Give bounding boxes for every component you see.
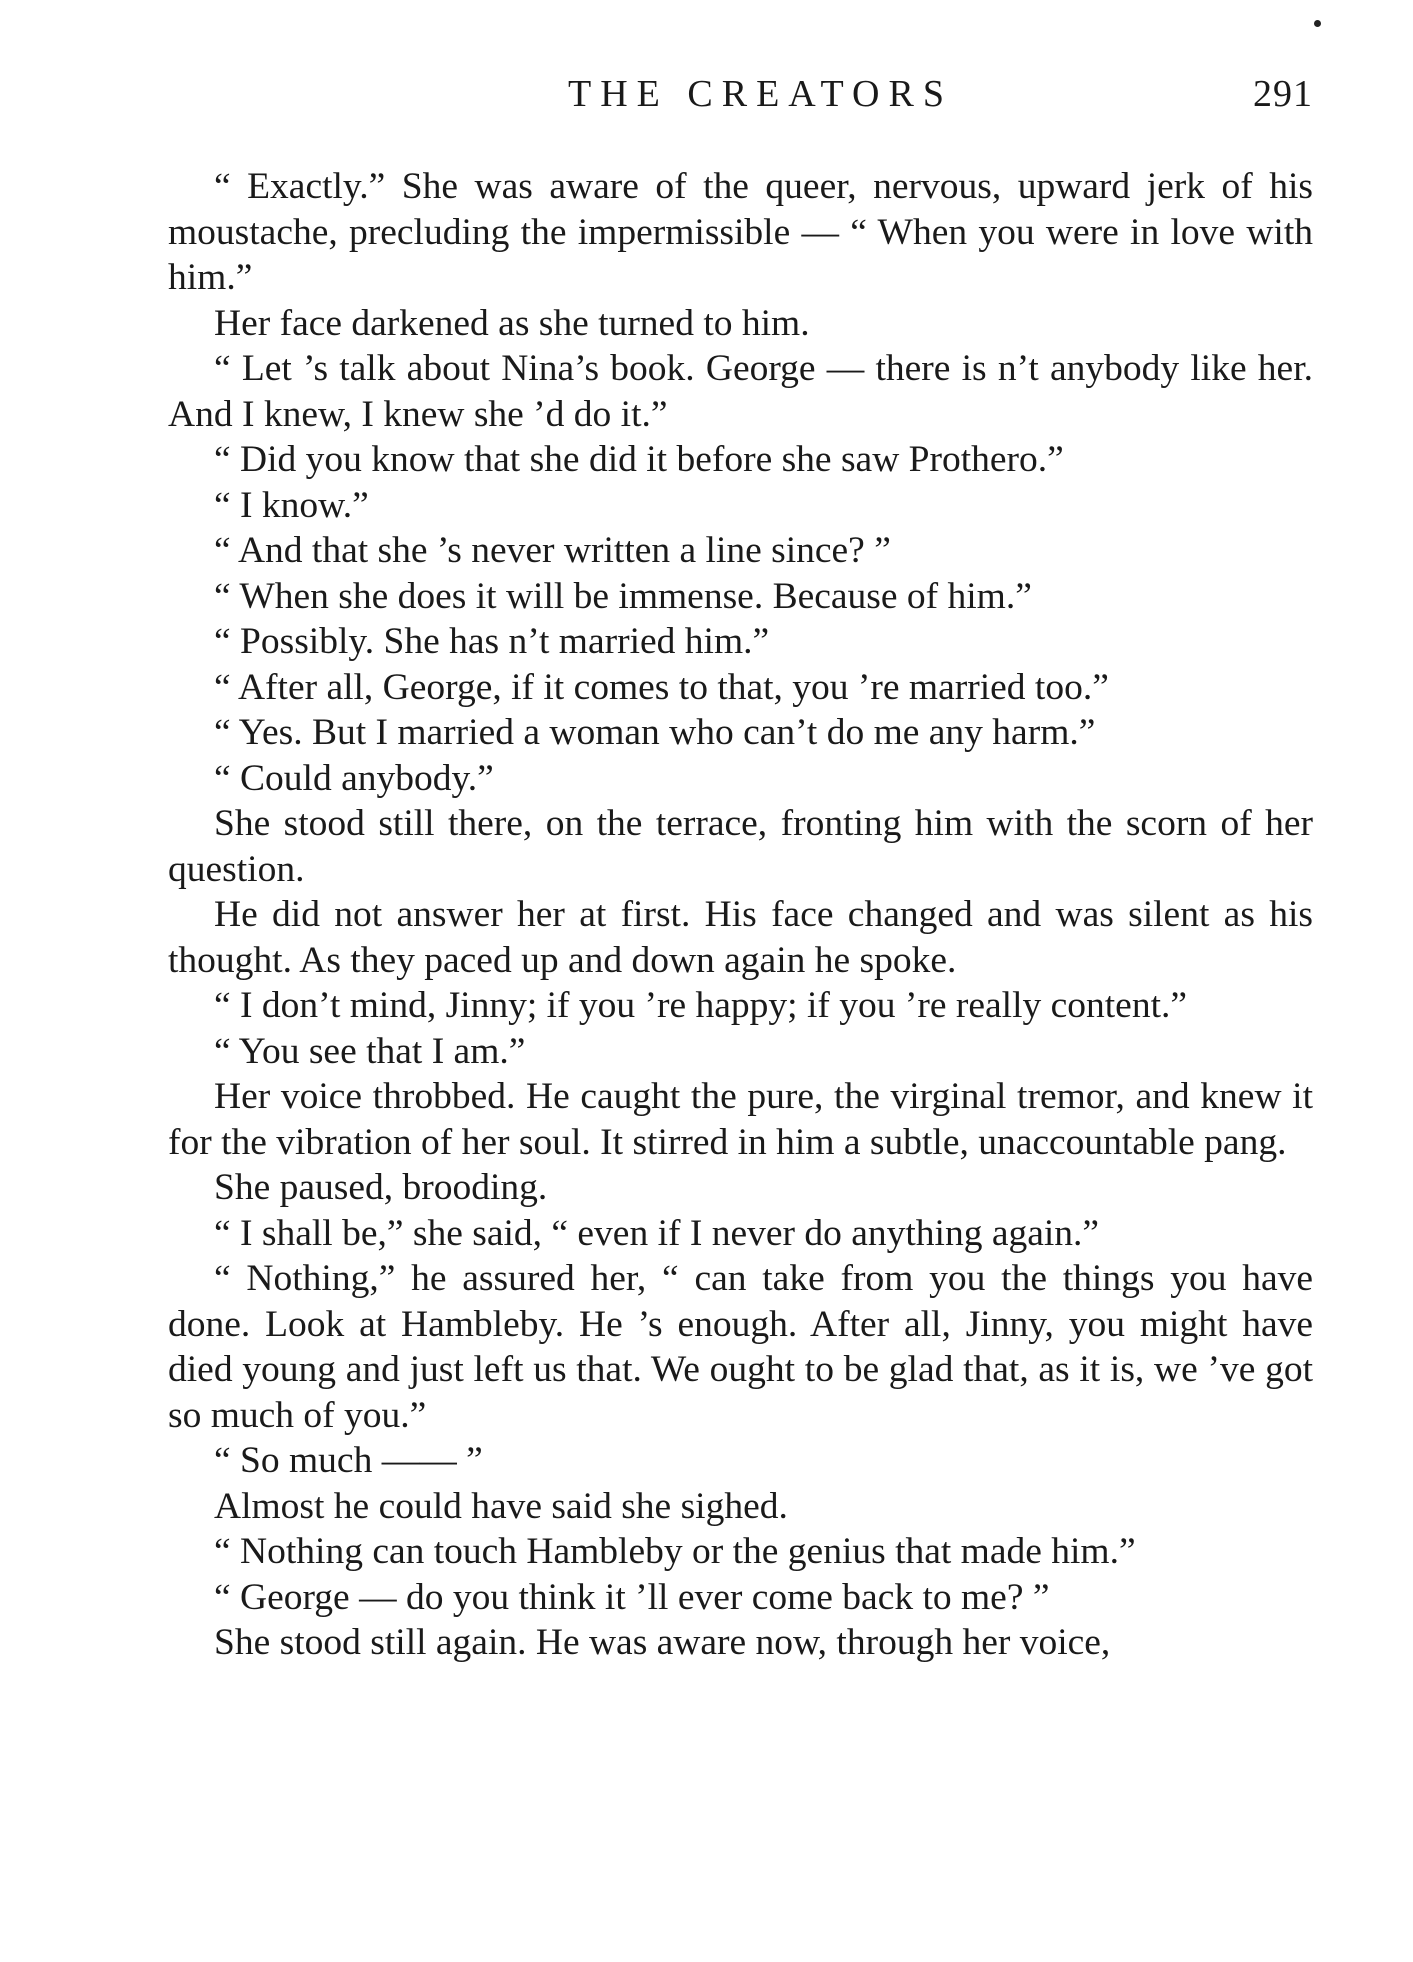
paragraph: “ You see that I am.” bbox=[214, 1030, 526, 1072]
paragraph: “ I shall be,” she said, “ even if I never do anything again.” bbox=[214, 1212, 1100, 1254]
paragraph: “ When she does it will be immense. Because of him.” bbox=[214, 575, 1032, 617]
paragraph: She paused, brooding. bbox=[214, 1167, 548, 1208]
paragraph: “ Let ’s talk about Nina’s book. George — there is n’t anybody like her. And I knew, I knew she ’d do it.” bbox=[168, 348, 1313, 435]
paragraph: “ Exactly.” She was aware of the queer, nervous, upward jerk of his moustache, precluding the impermissible — “ When you were in love with him.” bbox=[168, 166, 1313, 298]
paragraph: “ After all, George, if it comes to that, you ’re married too.” bbox=[214, 666, 1109, 708]
paragraph: “ George — do you think it ’ll ever come back to me? ” bbox=[214, 1576, 1050, 1618]
paragraph: “ And that she ’s never written a line since? ” bbox=[214, 530, 891, 571]
ink-speck bbox=[1314, 20, 1321, 27]
body-text bbox=[168, 164, 1313, 1666]
paragraph: “ I don’t mind, Jinny; if you ’re happy; if you ’re really content.” bbox=[214, 985, 1188, 1026]
paragraph: Her face darkened as she turned to him. bbox=[214, 302, 810, 344]
paragraph: “ Possibly. She has n’t married him.” bbox=[214, 621, 770, 662]
paragraph: “ Nothing,” he assured her, “ can take from you the things you have done. Look at Hambleby. He ’s enough. After all, Jinny, you might have died young and just left us that. We ought to be glad that, as it is, we ’ve got so much of you.” bbox=[168, 1258, 1313, 1436]
paragraph: “ Yes. But I married a woman who can’t do me any harm.” bbox=[214, 712, 1096, 753]
paragraph: She stood still again. He was aware now, through her voice, bbox=[214, 1622, 1111, 1663]
page-number: 291 bbox=[1253, 73, 1313, 115]
running-title: THE CREATORS bbox=[568, 73, 953, 115]
running-head bbox=[168, 72, 1313, 132]
paragraph: He did not answer her at first. His face changed and was silent as his thought. As they paced up and down again he spoke. bbox=[168, 894, 1313, 981]
paragraph: “ So much —— ” bbox=[214, 1440, 483, 1481]
paragraph: “ Could anybody.” bbox=[214, 757, 494, 799]
paragraph: “ Nothing can touch Hambleby or the genius that made him.” bbox=[214, 1531, 1136, 1572]
paragraph: Almost he could have said she sighed. bbox=[214, 1485, 788, 1527]
paragraph: She stood still there, on the terrace, fronting him with the scorn of her question. bbox=[168, 803, 1313, 890]
book-page bbox=[168, 62, 1313, 1942]
paragraph: Her voice throbbed. He caught the pure, the virginal tremor, and knew it for the vibration of her soul. It stirred in him a subtle, unaccountable pang. bbox=[168, 1076, 1313, 1163]
paragraph: “ I know.” bbox=[214, 484, 369, 526]
paragraph: “ Did you know that she did it before she saw Prothero.” bbox=[214, 439, 1064, 480]
